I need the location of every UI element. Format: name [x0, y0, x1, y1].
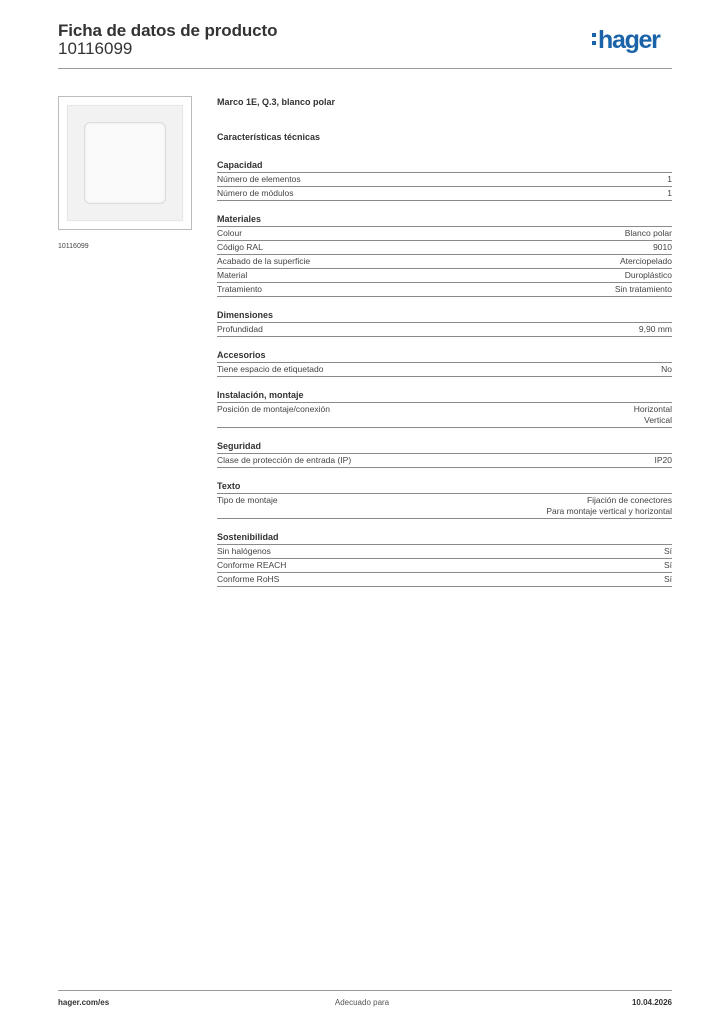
spec-value: Sí [663, 560, 672, 570]
section-title: Instalación, montaje [217, 389, 672, 403]
spec-row [217, 187, 672, 201]
spec-label: Clase de protección de entrada (IP) [217, 455, 352, 465]
section-title: Sostenibilidad [217, 531, 672, 545]
spec-value: 1 [667, 188, 672, 198]
section-title: Materiales [217, 213, 672, 227]
header-divider [58, 68, 672, 69]
section-title: Seguridad [217, 440, 672, 454]
spec-label: Tipo de montaje [217, 495, 278, 505]
spec-value: No [661, 364, 672, 374]
spec-row [217, 241, 672, 255]
spec-row [217, 545, 672, 559]
frame-opening [84, 122, 166, 204]
spec-label: Tiene espacio de etiquetado [217, 364, 324, 374]
product-code: 10116099 [58, 39, 133, 58]
spec-row [217, 363, 672, 377]
hager-logo [592, 28, 660, 54]
spec-value: Duroplástico [624, 270, 672, 280]
spec-section [217, 440, 672, 468]
spec-value: IP20 [654, 455, 672, 465]
spec-row [217, 323, 672, 337]
spec-value: Sí [663, 546, 672, 556]
spec-label: Posición de montaje/conexión [217, 404, 330, 414]
image-caption: 10116099 [58, 243, 89, 250]
spec-label: Conforme REACH [217, 560, 287, 570]
spec-label: Tratamiento [217, 284, 263, 294]
spec-label: Número de elementos [217, 174, 301, 184]
section-title: Accesorios [217, 349, 672, 363]
footer-divider [58, 990, 672, 991]
spec-label: Acabado de la superficie [217, 256, 311, 266]
spec-section [217, 480, 672, 519]
logo-text: hager [598, 26, 660, 54]
tech-heading: Características técnicas [217, 132, 321, 142]
spec-row [217, 255, 672, 269]
spec-row [217, 269, 672, 283]
spec-row [217, 403, 672, 428]
spec-row [217, 283, 672, 297]
spec-row [217, 454, 672, 468]
spec-row [217, 227, 672, 241]
section-title: Dimensiones [217, 309, 672, 323]
spec-content [217, 96, 672, 587]
spec-value: 1 [667, 174, 672, 184]
spec-section [217, 349, 672, 377]
spec-label: Conforme RoHS [217, 574, 280, 584]
logo-dots-icon [592, 33, 596, 45]
footer-website: hager.com/es [58, 998, 110, 1007]
spec-label: Número de módulos [217, 188, 294, 198]
spec-label: Colour [217, 228, 243, 238]
section-title: Capacidad [217, 159, 672, 173]
product-name: Marco 1E, Q.3, blanco polar [217, 97, 336, 107]
spec-value: Fijación de conectores Para montaje vertical y horizontal [546, 495, 672, 516]
frame-plate-image [67, 105, 183, 221]
spec-row [217, 173, 672, 187]
document-title: Ficha de datos de producto [58, 21, 278, 40]
spec-section [217, 389, 672, 428]
spec-section [217, 531, 672, 587]
spec-value: 9,90 mm [638, 324, 672, 334]
spec-row [217, 573, 672, 587]
spec-value: Sí [663, 574, 672, 584]
spec-section [217, 309, 672, 337]
product-image [58, 96, 192, 230]
spec-value: 9010 [653, 242, 672, 252]
spec-label: Material [217, 270, 248, 280]
spec-row [217, 559, 672, 573]
footer-center-text: Adecuado para [334, 998, 390, 1007]
spec-section [217, 213, 672, 297]
spec-label: Profundidad [217, 324, 263, 334]
spec-sections [217, 159, 672, 587]
spec-value: Sin tratamiento [614, 284, 672, 294]
section-title: Texto [217, 480, 672, 494]
spec-value: Blanco polar [624, 228, 672, 238]
spec-value: Aterciopelado [620, 256, 672, 266]
spec-label: Código RAL [217, 242, 263, 252]
spec-value: Horizontal Vertical [633, 404, 672, 425]
spec-section [217, 159, 672, 201]
spec-row [217, 494, 672, 519]
footer-date: 10.04.2026 [631, 998, 672, 1007]
spec-label: Sin halógenos [217, 546, 271, 556]
